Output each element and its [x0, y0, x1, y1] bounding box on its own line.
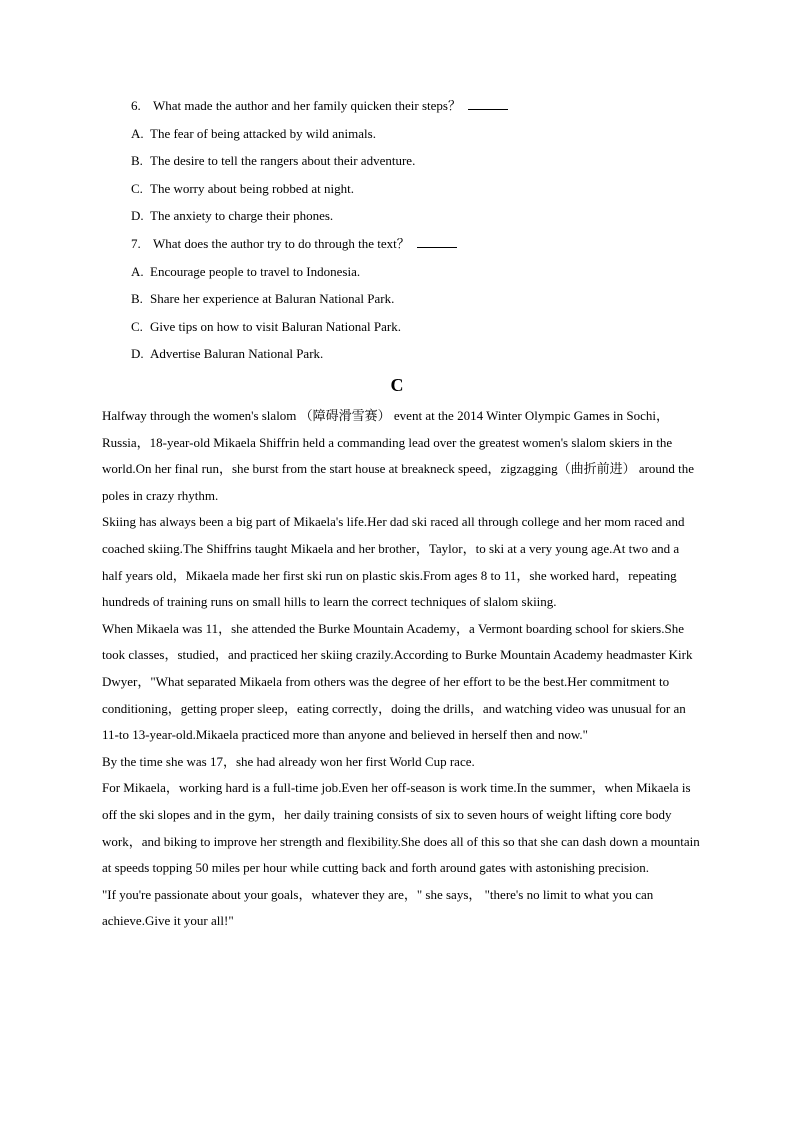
- option-letter: B.: [131, 153, 143, 168]
- question-7-option-a: [131, 263, 360, 281]
- question-7: [131, 235, 457, 253]
- question-6-option-a: [131, 125, 376, 143]
- passage-paragraph-6: "If you're passionate about your goals，whatever they are，" she says， "there's no limit to what you can achieve.Give it your all!": [102, 886, 654, 929]
- option-text: The worry about being robbed at night.: [150, 181, 354, 196]
- question-6-option-d: [131, 207, 333, 225]
- question-6-number: 6.: [131, 98, 141, 113]
- option-text: Share her experience at Baluran National Park.: [150, 291, 395, 306]
- option-letter: B.: [131, 291, 143, 306]
- option-letter: C.: [131, 319, 143, 334]
- passage-paragraph-2: Skiing has always been a big part of Mikaela's life.Her dad ski raced all through college and her mom raced and coached skiing.The Shiffrins taught Mikaela and her brother，Taylor，to ski at a very young age.At two and a half years old，Mikaela made her first ski run on plastic skis.From ages 8 to 11，she worked hard，repeating hundreds of training runs on small hills to learn the correct techniques of slalom skiing.: [102, 514, 685, 610]
- question-7-text: What does the author try to do through the text？: [153, 236, 410, 251]
- answer-blank-6[interactable]: [468, 97, 508, 110]
- option-letter: A.: [131, 264, 144, 279]
- question-6: [131, 97, 508, 115]
- option-letter: D.: [131, 346, 144, 361]
- reading-passage: [102, 403, 700, 935]
- question-7-option-c: [131, 318, 401, 336]
- question-7-option-d: [131, 345, 323, 363]
- passage-paragraph-4: By the time she was 17，she had already won her first World Cup race.: [102, 753, 475, 769]
- answer-blank-7[interactable]: [417, 235, 457, 248]
- passage-paragraph-1: Halfway through the women's slalom （障碍滑雪赛） event at the 2014 Winter Olympic Games in Sochi，Russia，18-year-old Mikaela Shiffrin held a commanding lead over the greatest women's slalom skiers in the world.On her final run，she burst from the start house at breakneck speed，zigzagging（曲折前进） around the poles in crazy rhythm.: [102, 408, 695, 503]
- section-heading: C: [390, 375, 404, 395]
- passage-paragraph-3: When Mikaela was 11，she attended the Burke Mountain Academy，a Vermont boarding school for skiers.She took classes，studied，and practiced her skiing crazily.According to Burke Mountain Academy headmaster Kirk Dwyer，"What separated Mikaela from others was the degree of her effort to be the best.Her commitment to conditioning，getting proper sleep，eating correctly，doing the drills，and watching video was unusual for an 11-to 13-year-old.Mikaela practiced more than anyone and believed in herself then and now.": [102, 620, 693, 743]
- option-letter: D.: [131, 208, 144, 223]
- option-text: The fear of being attacked by wild animals.: [150, 126, 376, 141]
- option-text: Give tips on how to visit Baluran National Park.: [150, 319, 401, 334]
- option-text: The desire to tell the rangers about their adventure.: [150, 153, 416, 168]
- passage-paragraph-5: For Mikaela，working hard is a full-time job.Even her off-season is work time.In the summer，when Mikaela is off the ski slopes and in the gym，her daily training consists of six to seven hours of weight lifting core body work，and biking to improve her strength and flexibility.She does all of this so that she can dash down a mountain at speeds topping 50 miles per hour while cutting back and forth around gates with astonishing precision.: [102, 780, 700, 876]
- question-6-option-c: [131, 180, 354, 198]
- question-6-text: What made the author and her family quicken their steps？: [153, 98, 461, 113]
- option-letter: C.: [131, 181, 143, 196]
- option-letter: A.: [131, 126, 144, 141]
- question-7-number: 7.: [131, 236, 141, 251]
- option-text: The anxiety to charge their phones.: [150, 208, 334, 223]
- question-7-option-b: [131, 290, 394, 308]
- question-6-option-b: [131, 152, 415, 170]
- option-text: Encourage people to travel to Indonesia.: [150, 264, 361, 279]
- option-text: Advertise Baluran National Park.: [150, 346, 324, 361]
